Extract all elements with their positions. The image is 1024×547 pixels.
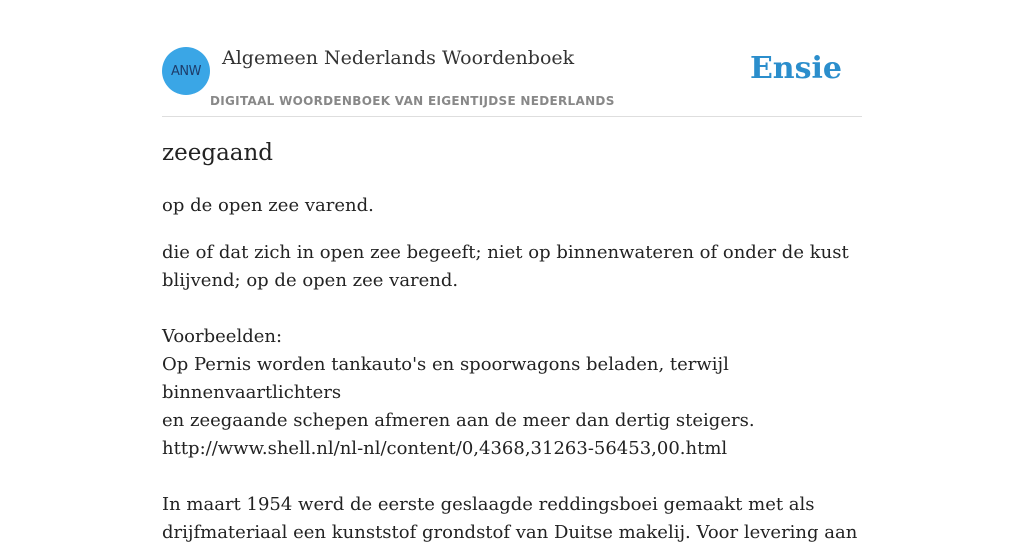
example-line: en zeegaande schepen afmeren aan de meer dan dertig steigers.: [162, 410, 755, 431]
anw-logo-text: ANW: [171, 63, 201, 79]
headword: zeegaand: [162, 140, 274, 166]
definition-line: blijvend; op de open zee varend.: [162, 270, 459, 291]
example-line: drijfmateriaal een kunststof grondstof van Duitse makelij. Voor levering aan: [162, 522, 858, 543]
site-title[interactable]: Algemeen Nederlands Woordenboek: [222, 47, 575, 69]
site-subtitle: DIGITAAL WOORDENBOEK VAN EIGENTIJDSE NEDERLANDS: [210, 94, 615, 108]
spacer: [162, 463, 862, 491]
short-definition: op de open zee varend.: [162, 195, 374, 216]
definition-line: die of dat zich in open zee begeeft; niet op binnenwateren of onder de kust: [162, 242, 849, 263]
example-source: http://www.shell.nl/nl-nl/content/0,4368,31263-56453,00.html: [162, 438, 728, 459]
entry-card: [162, 0, 862, 543]
anw-logo[interactable]: [162, 47, 210, 95]
definition-body: [162, 239, 862, 547]
site-header: [162, 0, 862, 117]
example-line: Op Pernis worden tankauto's en spoorwagons beladen, terwijl binnenvaartlichters: [162, 354, 729, 403]
ensie-brand-logo[interactable]: Ensie: [749, 51, 842, 86]
spacer: [162, 295, 862, 323]
example-line: In maart 1954 werd de eerste geslaagde reddingsboei gemaakt met als: [162, 494, 815, 515]
examples-label: Voorbeelden:: [162, 326, 283, 347]
